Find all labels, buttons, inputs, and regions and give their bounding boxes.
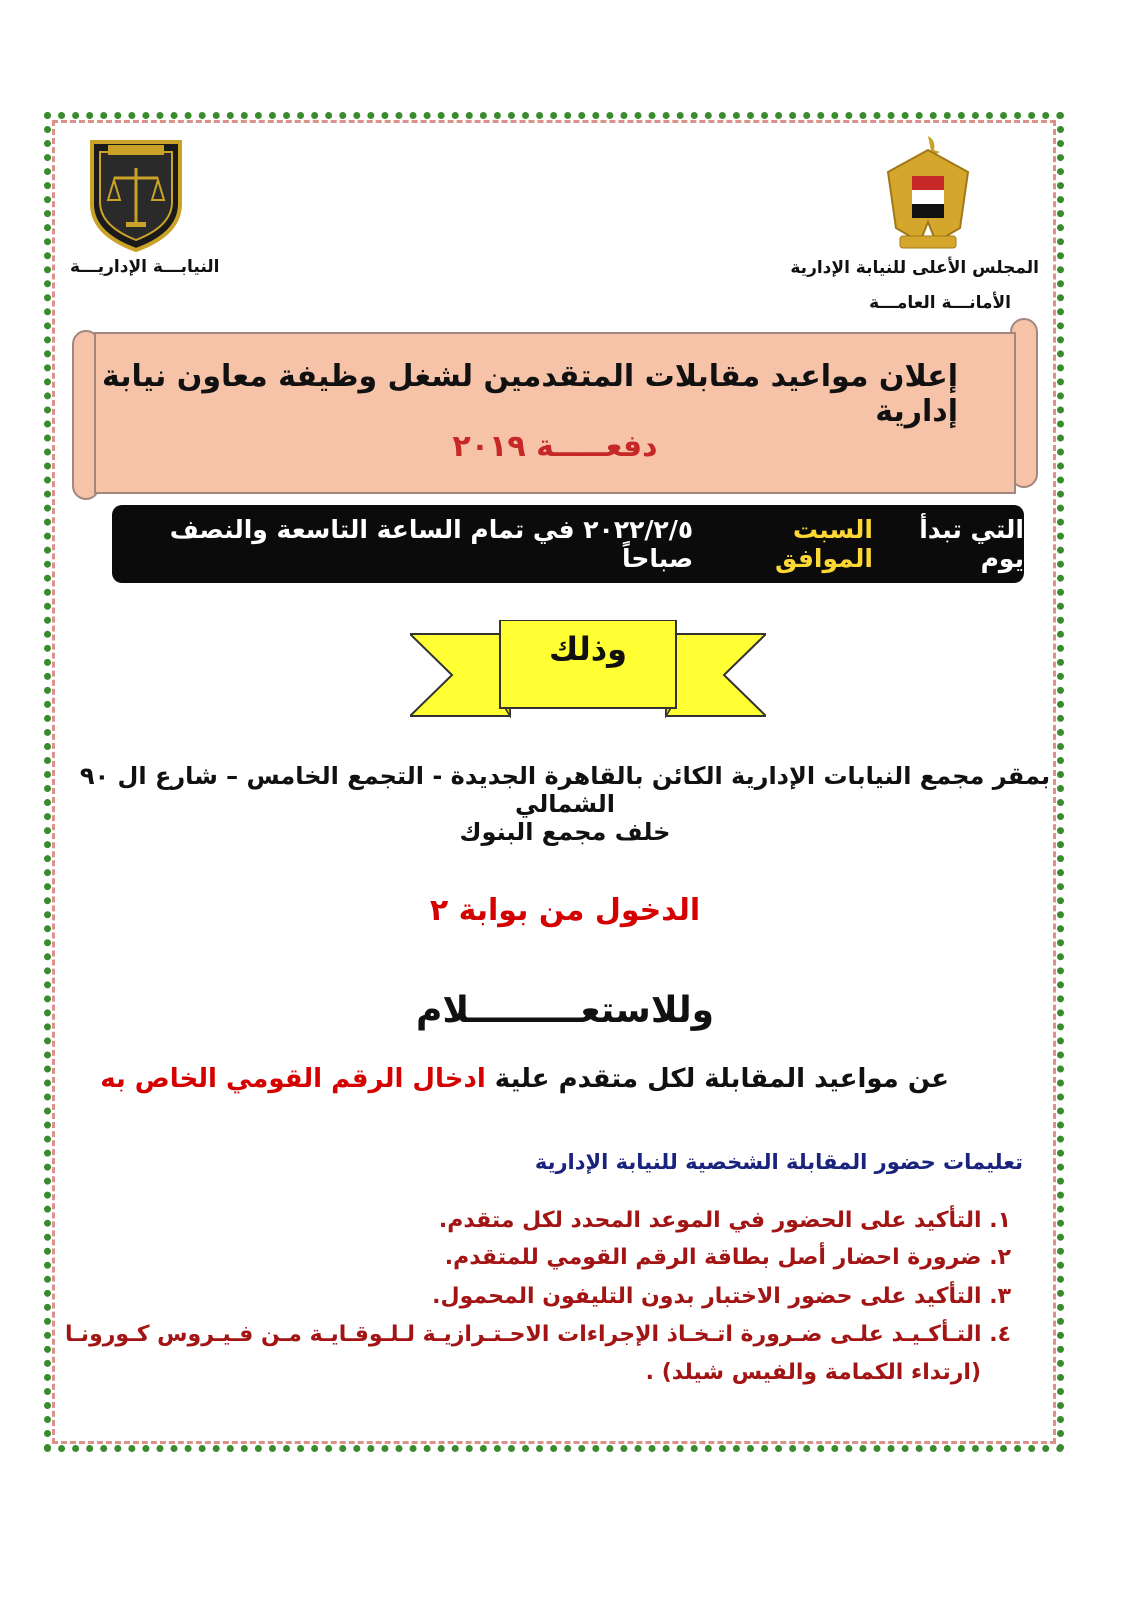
instruction-item-1: ١. التأكيد على الحضور في الموعد المحدد لكل متقدم. (438, 1208, 1011, 1233)
notice-text-end: ٢٠٢٢/٢/٥ في تمام الساعة التاسعة والنصف صباحاً (169, 515, 694, 573)
left-header-label: النيابـــة الإداريـــة (70, 257, 220, 277)
banner-title: إعلان مواعيد مقابلات المتقدمين لشغل وظيفة معاون نيابة إدارية (102, 359, 958, 429)
instructions-heading: تعليمات حضور المقابلة الشخصية للنيابة الإدارية (534, 1150, 1023, 1174)
inquiry-heading: وللاستعـــــــــلام (415, 990, 715, 1031)
inquiry-text-red: ادخال الرقم القومي الخاص به (100, 1064, 486, 1094)
start-date-notice (112, 505, 1024, 583)
instruction-item-4-cont: (ارتداء الكمامة والفيس شيلد) . (645, 1360, 981, 1385)
instruction-item-3: ٣. التأكيد على حضور الاختبار بدون التليفون المحمول. (432, 1284, 1011, 1309)
right-header-line1: المجلس الأعلى للنيابة الإدارية (790, 258, 1039, 278)
inquiry-text-black: عن مواعيد المقابلة لكل متقدم علية (485, 1064, 949, 1094)
inquiry-text (100, 1064, 949, 1094)
notice-highlight: السبت الموافق (775, 515, 873, 573)
ribbon (410, 620, 766, 726)
instruction-item-2: ٢. ضرورة احضار أصل بطاقة الرقم القومي للمتقدم. (444, 1245, 1011, 1270)
notice-text-start: التي تبدأ يوم (919, 515, 1024, 573)
location-line2: خلف مجمع البنوك (459, 818, 671, 846)
banner-batch: دفعـــــة ٢٠١٩ (452, 429, 658, 464)
right-header-line2: الأمانـــة العامـــة (869, 293, 1011, 313)
ribbon-label: وذلك (548, 630, 628, 668)
banner-body (94, 332, 1016, 494)
entry-gate: الدخول من بوابة ٢ (429, 893, 701, 928)
location-line1: بمقر مجمع النيابات الإدارية الكائن بالقاهرة الجديدة - التجمع الخامس – شارع ال ٩٠ الشمالي (79, 762, 1051, 818)
title-banner (72, 322, 1038, 510)
instruction-item-4: ٤. التـأكـيـد علـى ضـرورة اتـخـاذ الإجراءات الاحـتـرازيـة لـلـوقـايـة مـن فـيـروس كـورونـا (65, 1322, 1011, 1347)
egypt-eagle-emblem (880, 132, 976, 254)
admin-prosecution-seal (86, 134, 186, 254)
